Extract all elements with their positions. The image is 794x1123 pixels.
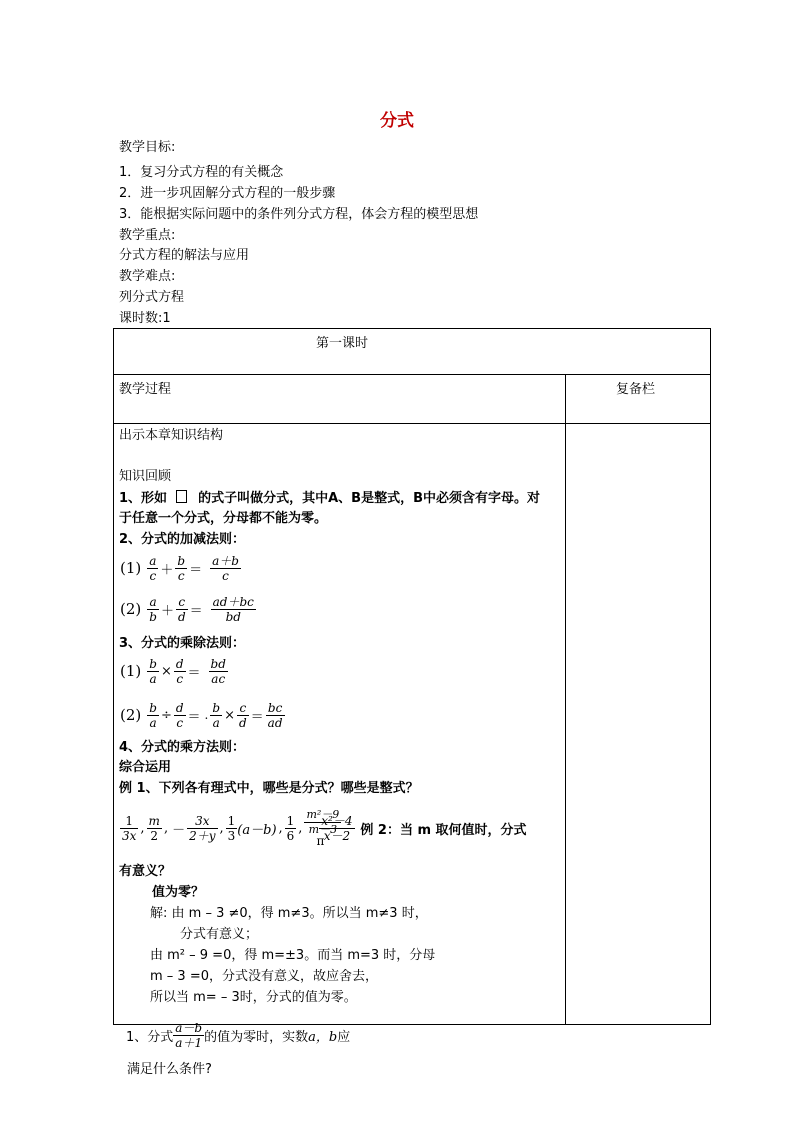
math-token: ＝ xyxy=(189,603,203,619)
math-token: x－2 xyxy=(323,828,351,843)
math-token: 的值为零时，实数 xyxy=(204,1029,309,1045)
math-token: 3x xyxy=(187,814,217,829)
page-title: 分式 xyxy=(380,111,414,131)
math-token: 1、分式 xyxy=(126,1029,174,1045)
session-label: 第一课时 xyxy=(316,336,369,351)
example2-intro: 例 2：当 m 取何值时，分式 xyxy=(360,822,527,838)
rule1-prefix: 1、形如 xyxy=(119,491,168,506)
math-token: (2) xyxy=(120,600,142,618)
process-header-cell xyxy=(114,375,566,424)
rule1-cont: 于任意一个分式，分母都不能为零。 xyxy=(119,511,328,526)
fraction xyxy=(174,657,186,686)
fraction xyxy=(174,701,186,730)
math-token: － xyxy=(172,822,186,838)
math-token: (1) xyxy=(120,559,142,577)
math-token: a xyxy=(147,595,159,610)
solution-line: m – 3 =0，分式没有意义，故应舍去， xyxy=(150,969,378,984)
add-rule-2 xyxy=(120,591,256,627)
math-token: , xyxy=(163,820,169,836)
math-token: ＝ xyxy=(187,709,201,725)
show-structure: 出示本章知识结构 xyxy=(119,428,224,443)
fraction xyxy=(147,657,159,686)
math-token: b xyxy=(212,700,221,715)
math-token: b xyxy=(149,609,157,624)
notes-header-cell xyxy=(566,375,711,424)
key-point-heading: 教学重点: xyxy=(119,228,176,243)
fraction xyxy=(315,820,327,848)
math-token: a＋1 xyxy=(175,1035,203,1050)
math-token: a－b xyxy=(175,1020,203,1035)
process-header: 教学过程 xyxy=(119,382,172,397)
math-token: ＋ xyxy=(160,603,174,619)
math-token: , xyxy=(298,820,303,836)
fraction xyxy=(237,701,249,730)
rule4-heading: 4、分式的乘方法则： xyxy=(119,740,246,755)
notes-header: 复备栏 xyxy=(616,382,656,397)
key-point-text: 分式方程的解法与应用 xyxy=(119,248,250,263)
math-token: c xyxy=(222,568,229,583)
math-token: d xyxy=(177,609,186,624)
math-token: b xyxy=(149,656,157,671)
rule3-heading: 3、分式的乘除法则： xyxy=(119,636,246,651)
session-cell xyxy=(114,329,711,375)
rule2-heading: 2、分式的加减法则： xyxy=(119,532,246,547)
fraction xyxy=(175,554,187,583)
example2-zero: 值为零？ xyxy=(152,885,205,900)
fraction xyxy=(176,595,188,624)
math-token: d xyxy=(238,715,247,730)
math-token: c xyxy=(237,701,249,716)
fraction xyxy=(209,657,228,686)
fraction xyxy=(147,554,158,583)
rule1-text: 的式子叫做分式，其中A、B是整式，B中必须含有字母。对 xyxy=(198,491,540,506)
math-token: 3x xyxy=(122,828,137,843)
math-token: a＋b xyxy=(212,553,239,568)
solution-line: 由 m² – 9 =0，得 m=±3。而当 m=3 时，分母 xyxy=(150,948,436,963)
math-token: ad xyxy=(267,715,283,730)
add-rule-1 xyxy=(120,550,241,586)
math-token: b xyxy=(177,553,186,568)
math-token: c xyxy=(176,671,184,686)
periods: 课时数:1 xyxy=(119,311,171,326)
math-token: a xyxy=(149,553,157,568)
math-token: d xyxy=(175,656,184,671)
objective-item: 3．能根据实际问题中的条件列分式方程，体会方程的模型思想 xyxy=(119,207,479,222)
fraction xyxy=(211,595,256,624)
math-token: 3 xyxy=(227,828,236,843)
mul-rule-1 xyxy=(120,653,228,689)
fraction xyxy=(187,814,217,843)
objectives-heading: 教学目标: xyxy=(119,140,176,155)
math-token: c xyxy=(176,715,184,730)
fraction xyxy=(147,814,162,843)
math-token: a xyxy=(149,715,157,730)
fraction xyxy=(147,701,159,730)
math-token: , xyxy=(278,820,283,836)
math-token: ac xyxy=(211,671,226,686)
math-token: (2) xyxy=(120,706,142,724)
difficulty-heading: 教学难点: xyxy=(119,269,176,284)
math-token: bd xyxy=(210,656,226,671)
math-token: ＋ xyxy=(160,562,174,578)
math-token: ÷ xyxy=(160,707,172,723)
math-token: a xyxy=(149,671,157,686)
blank-placeholder xyxy=(172,490,194,507)
difficulty-text: 列分式方程 xyxy=(119,290,185,305)
fraction xyxy=(266,701,285,730)
math-token: bc xyxy=(266,701,285,716)
math-token: , xyxy=(140,820,145,836)
question1-cont: 满足什么条件? xyxy=(127,1062,212,1077)
review-heading: 知识回顾 xyxy=(119,469,172,484)
math-token: . xyxy=(204,708,209,722)
example1: 例 1、下列各有理式中，哪些是分式？哪些是整式？ xyxy=(119,781,419,796)
math-token: × xyxy=(160,663,172,679)
example1-expressions xyxy=(120,800,527,856)
example2-cont: 有意义？ xyxy=(119,864,172,879)
math-token: 2 xyxy=(150,828,159,843)
solution-line: 所以当 m= – 3时，分式的值为零。 xyxy=(150,990,357,1005)
math-token: ＝ xyxy=(189,562,203,578)
fraction xyxy=(226,814,238,843)
rule1-line xyxy=(119,490,540,507)
math-token: b xyxy=(149,700,157,715)
math-token: 6 xyxy=(286,828,295,843)
math-token: x²－4 xyxy=(321,813,353,828)
combined-heading: 综合运用 xyxy=(119,760,172,775)
fraction xyxy=(210,701,222,730)
math-token: m²－9 xyxy=(306,807,340,821)
solution-line: 解: 由 m – 3 ≠0，得 m≠3。所以当 m≠3 时， xyxy=(150,906,428,921)
math-token: 1 xyxy=(227,813,236,828)
math-token: (1) xyxy=(120,662,142,680)
math-token: bd xyxy=(225,609,241,624)
math-token: , xyxy=(219,820,224,836)
math-token: π xyxy=(316,834,325,848)
math-token: a，b xyxy=(308,1029,338,1045)
fraction xyxy=(285,814,297,843)
math-token: m xyxy=(148,813,160,828)
div-rule-2 xyxy=(120,697,285,733)
math-token: m－3 xyxy=(308,822,338,836)
math-token: 1 xyxy=(120,814,138,829)
fraction xyxy=(210,554,241,583)
math-token: c xyxy=(176,595,188,610)
notes-content-cell xyxy=(566,424,711,1025)
math-token: c xyxy=(177,568,185,583)
solution-line: 分式有意义； xyxy=(180,927,259,942)
fraction xyxy=(173,1021,204,1050)
objective-item: 2．进一步巩固解分式方程的一般步骤 xyxy=(119,186,336,201)
math-token: d xyxy=(175,700,184,715)
math-token: ＝ xyxy=(250,709,264,725)
math-token: ad＋bc xyxy=(212,594,254,609)
objective-item: 1．复习分式方程的有关概念 xyxy=(119,165,284,180)
math-token: 2＋y xyxy=(189,828,216,843)
math-token: 1 xyxy=(286,813,295,828)
question1 xyxy=(126,1018,350,1052)
math-token: (a－b) xyxy=(237,822,277,838)
fraction xyxy=(147,595,159,624)
math-token: ＝ xyxy=(187,665,201,681)
fraction xyxy=(120,814,138,843)
math-token: × xyxy=(224,707,235,723)
math-token: a xyxy=(212,715,220,730)
math-token: 应 xyxy=(337,1029,351,1045)
math-token: c xyxy=(149,568,157,583)
